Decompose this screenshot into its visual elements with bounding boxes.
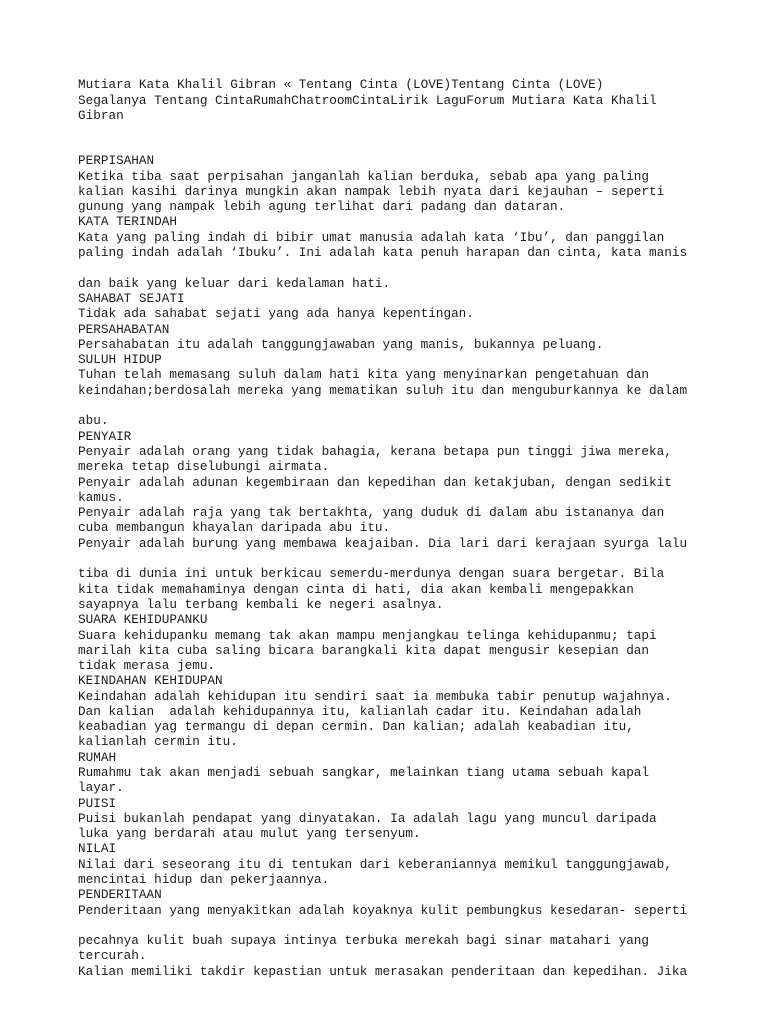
section-heading: KEINDAHAN KEHIDUPAN xyxy=(78,673,223,688)
text-line: Penyair adalah orang yang tidak bahagia, kerana betapa pun tinggi jiwa mereka, xyxy=(78,444,672,459)
text-line: dan baik yang keluar dari kedalaman hati. xyxy=(78,276,391,291)
text-line: pecahnya kulit buah supaya intinya terbuka merekah bagi sinar matahari yang xyxy=(78,933,650,948)
text-line: mereka tetap diselubungi airmata. xyxy=(78,459,330,474)
text-line: luka yang berdarah atau mulut yang tersenyum. xyxy=(78,826,421,841)
section-heading: SAHABAT SEJATI xyxy=(78,291,185,306)
text-line: Ketika tiba saat perpisahan janganlah kalian berduka, sebab apa yang paling xyxy=(78,169,650,184)
text-line: kita tidak memahaminya dengan cinta di hati, dia akan kembali mengepakkan xyxy=(78,582,634,597)
text-line: Penyair adalah burung yang membawa keajaiban. Dia lari dari kerajaan syurga lalu xyxy=(78,536,688,551)
text-line: keindahan;berdosalah mereka yang mematikan suluh itu dan menguburkannya ke dalam xyxy=(78,383,688,398)
text-line: Suara kehidupanku memang tak akan mampu menjangkau telinga kehidupanmu; tapi xyxy=(78,628,657,643)
text-line: Kalian memiliki takdir kepastian untuk merasakan penderitaan dan kepedihan. Jika xyxy=(78,964,688,979)
text-line: tidak merasa jemu. xyxy=(78,658,216,673)
header-line: Mutiara Kata Khalil Gibran « Tentang Cinta (LOVE)Tentang Cinta (LOVE) xyxy=(78,77,604,92)
header-line: Segalanya Tentang CintaRumahChatroomCintaLirik LaguForum Mutiara Kata Khalil xyxy=(78,93,657,108)
text-line: Tuhan telah memasang suluh dalam hati kita yang menyinarkan pengetahuan dan xyxy=(78,367,650,382)
text-line: Nilai dari seseorang itu di tentukan dari keberaniannya memikul tanggungjawab, xyxy=(78,857,672,872)
text-line: kalian kasihi darinya mungkin akan nampak lebih nyata dari kejauhan – seperti xyxy=(78,184,665,199)
text-line: Penyair adalah adunan kegembiraan dan kepedihan dan ketakjuban, dengan sedikit xyxy=(78,475,672,490)
section-heading: PENDERITAAN xyxy=(78,887,162,902)
text-line: Kata yang paling indah di bibir umat manusia adalah kata ‘Ibu’, dan panggilan xyxy=(78,230,665,245)
text-line: mencintai hidup dan pekerjaannya. xyxy=(78,872,330,887)
section-heading: PUISI xyxy=(78,796,117,811)
text-line: kalianlah cermin itu. xyxy=(78,734,238,749)
section-heading: KATA TERINDAH xyxy=(78,214,177,229)
text-line: layar. xyxy=(78,780,124,795)
text-line: kamus. xyxy=(78,490,124,505)
text-line: cuba membangun khayalan daripada abu itu. xyxy=(78,520,391,535)
text-line: Keindahan adalah kehidupan itu sendiri saat ia membuka tabir penutup wajahnya. xyxy=(78,689,672,704)
text-line: Persahabatan itu adalah tanggungjawaban yang manis, bukannya peluang. xyxy=(78,337,604,352)
text-line: tercurah. xyxy=(78,948,147,963)
section-heading: PERPISAHAN xyxy=(78,153,155,168)
text-line: Penyair adalah raja yang tak bertakhta, yang duduk di dalam abu istananya dan xyxy=(78,505,665,520)
section-heading: RUMAH xyxy=(78,750,117,765)
section-heading: SUARA KEHIDUPANKU xyxy=(78,612,208,627)
header-line: Gibran xyxy=(78,108,124,123)
section-heading: PENYAIR xyxy=(78,429,132,444)
text-line: Penderitaan yang menyakitkan adalah koyaknya kulit pembungkus kesedaran- seperti xyxy=(78,903,688,918)
text-line: paling indah adalah ‘Ibuku’. Ini adalah kata penuh harapan dan cinta, kata manis xyxy=(78,245,688,260)
text-line: keabadian yag termangu di depan cermin. Dan kalian; adalah keabadian itu, xyxy=(78,719,634,734)
text-line: Dan kalian adalah kehidupannya itu, kalianlah cadar itu. Keindahan adalah xyxy=(78,704,642,719)
text-line: sayapnya lalu terbang kembali ke negeri asalnya. xyxy=(78,597,444,612)
section-heading: PERSAHABATAN xyxy=(78,322,170,337)
section-heading: NILAI xyxy=(78,841,117,856)
text-line: abu. xyxy=(78,413,109,428)
text-line: gunung yang nampak lebih agung terlihat dari padang dan dataran. xyxy=(78,199,566,214)
section-heading: SULUH HIDUP xyxy=(78,352,162,367)
text-line: marilah kita cuba saling bicara barangkali kita dapat mengusir kesepian dan xyxy=(78,643,650,658)
text-line: tiba di dunia ini untuk berkicau semerdu-merdunya dengan suara bergetar. Bila xyxy=(78,566,665,581)
text-line: Rumahmu tak akan menjadi sebuah sangkar, melainkan tiang utama sebuah kapal xyxy=(78,765,650,780)
text-line: Puisi bukanlah pendapat yang dinyatakan. Ia adalah lagu yang muncul daripada xyxy=(78,811,657,826)
text-line: Tidak ada sahabat sejati yang ada hanya kepentingan. xyxy=(78,306,474,321)
